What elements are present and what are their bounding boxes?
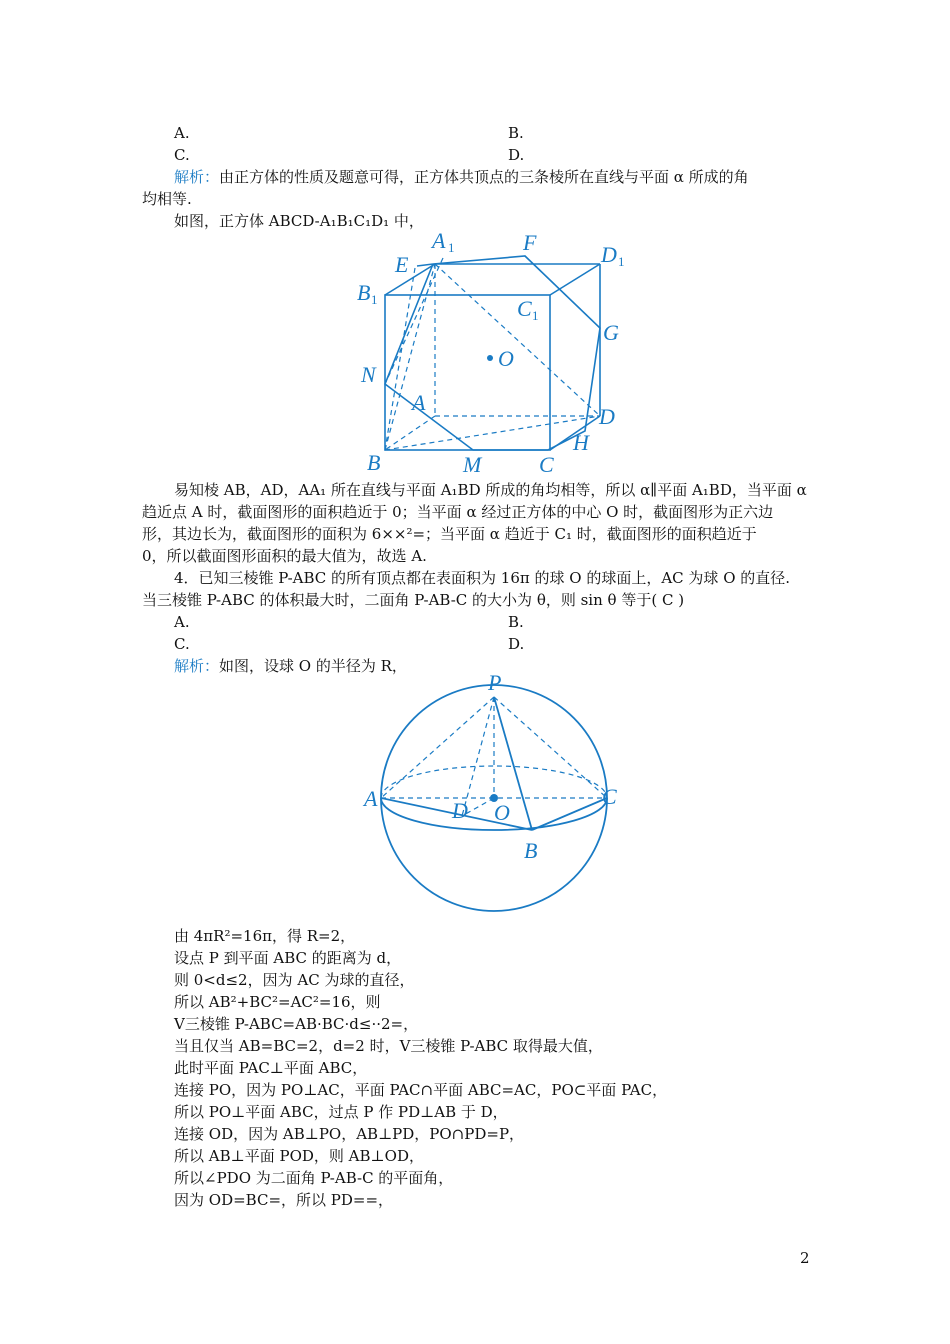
label-C: C bbox=[539, 452, 554, 477]
question-4-stem: 4．已知三棱锥 P-ABC 的所有顶点都在表面积为 16π 的球 O 的球面上，AC 为球 O 的直径. bbox=[174, 569, 791, 587]
label-D: D bbox=[452, 798, 468, 823]
label-N: N bbox=[361, 362, 376, 387]
label-O: O bbox=[494, 800, 510, 825]
option-c: C. bbox=[174, 635, 190, 653]
analysis-line: 由 4πR²=16π，得 R=2， bbox=[174, 927, 356, 945]
label-D: D bbox=[599, 404, 615, 429]
label-C: C bbox=[602, 784, 617, 809]
option-c: C. bbox=[174, 146, 190, 164]
analysis-line: 易知棱 AB，AD，AA₁ 所在直线与平面 A₁BD 所成的角均相等，所以 α∥平面 A₁BD，当平面 α bbox=[174, 481, 807, 499]
label-P: P bbox=[488, 672, 502, 695]
label-D1: D bbox=[601, 242, 617, 267]
analysis-line: 所以 PO⊥平面 ABC，过点 P 作 PD⊥AB 于 D， bbox=[174, 1103, 508, 1121]
label-A1: A bbox=[432, 228, 446, 253]
analysis-text: 如图，设球 O 的半径为 R， bbox=[219, 657, 407, 675]
analysis-label: 解析： bbox=[174, 657, 220, 675]
label-B1: B bbox=[357, 280, 371, 305]
analysis-line: V三棱锥 P-ABC=AB·BC·d≤··2=， bbox=[174, 1015, 419, 1033]
label-G: G bbox=[603, 320, 619, 345]
page-number: 2 bbox=[800, 1249, 810, 1267]
analysis-line: 均相等. bbox=[142, 190, 192, 208]
label-B1-sub: 1 bbox=[371, 292, 378, 307]
analysis-line: 连接 OD，因为 AB⊥PO，AB⊥PD，PO∩PD=P， bbox=[174, 1125, 525, 1143]
option-d: D. bbox=[508, 146, 525, 164]
label-B: B bbox=[524, 838, 538, 863]
label-D1-sub: 1 bbox=[618, 254, 625, 269]
option-a: A. bbox=[174, 124, 190, 142]
analysis-line: 设点 P 到平面 ABC 的距离为 d， bbox=[174, 949, 402, 967]
analysis-line: 当且仅当 AB=BC=2，d=2 时，V三棱锥 P-ABC 取得最大值， bbox=[174, 1037, 603, 1055]
analysis-line: 则 0<d≤2，因为 AC 为球的直径， bbox=[174, 971, 415, 989]
option-a: A. bbox=[174, 613, 190, 631]
label-A1-sub: 1 bbox=[448, 240, 455, 255]
analysis-line: 因为 OD=BC=，所以 PD==， bbox=[174, 1191, 394, 1209]
label-A: A bbox=[412, 390, 426, 415]
option-d: D. bbox=[508, 635, 525, 653]
label-M: M bbox=[463, 452, 482, 477]
analysis-line: 所以 AB²+BC²=AC²=16，则 bbox=[174, 993, 381, 1011]
analysis-line: 所以∠PDO 为二面角 P-AB-C 的平面角， bbox=[174, 1169, 454, 1187]
analysis-line: 0，所以截面图形面积的最大值为，故选 A. bbox=[142, 547, 427, 565]
analysis-line: 趋近点 A 时，截面图形的面积趋近于 0；当平面 α 经过正方体的中心 O 时，截面图形为正六边 bbox=[142, 503, 774, 521]
analysis-label: 解析： bbox=[174, 168, 220, 186]
option-b: B. bbox=[508, 613, 524, 631]
analysis-line: 连接 PO，因为 PO⊥AC，平面 PAC∩平面 ABC=AC，PO⊂平面 PAC， bbox=[174, 1081, 668, 1099]
label-C1-sub: 1 bbox=[532, 308, 539, 323]
option-b: B. bbox=[508, 124, 524, 142]
analysis-line: 所以 AB⊥平面 POD，则 AB⊥OD， bbox=[174, 1147, 424, 1165]
analysis-line: 形，其边长为，截面图形的面积为 6××²=；当平面 α 趋近于 C₁ 时，截面图形的面积趋近于 bbox=[142, 525, 757, 543]
label-E: E bbox=[395, 252, 409, 277]
analysis-line: 如图，正方体 ABCD-A₁B₁C₁D₁ 中， bbox=[174, 212, 424, 230]
label-O: O bbox=[498, 346, 514, 371]
analysis-line: 此时平面 PAC⊥平面 ABC， bbox=[174, 1059, 368, 1077]
label-F: F bbox=[523, 230, 537, 255]
sphere-figure bbox=[362, 672, 622, 922]
label-H: H bbox=[573, 430, 589, 455]
label-B: B bbox=[367, 450, 381, 475]
analysis-paragraph-1 bbox=[174, 167, 749, 187]
cube-figure bbox=[355, 228, 630, 483]
analysis-text: 由正方体的性质及题意可得，正方体共顶点的三条棱所在直线与平面 α 所成的角 bbox=[219, 168, 749, 186]
question-4-stem: 当三棱锥 P-ABC 的体积最大时，二面角 P-AB-C 的大小为 θ，则 sin θ 等于( C ) bbox=[142, 591, 685, 609]
label-C1: C bbox=[517, 296, 532, 321]
label-A: A bbox=[364, 786, 378, 811]
